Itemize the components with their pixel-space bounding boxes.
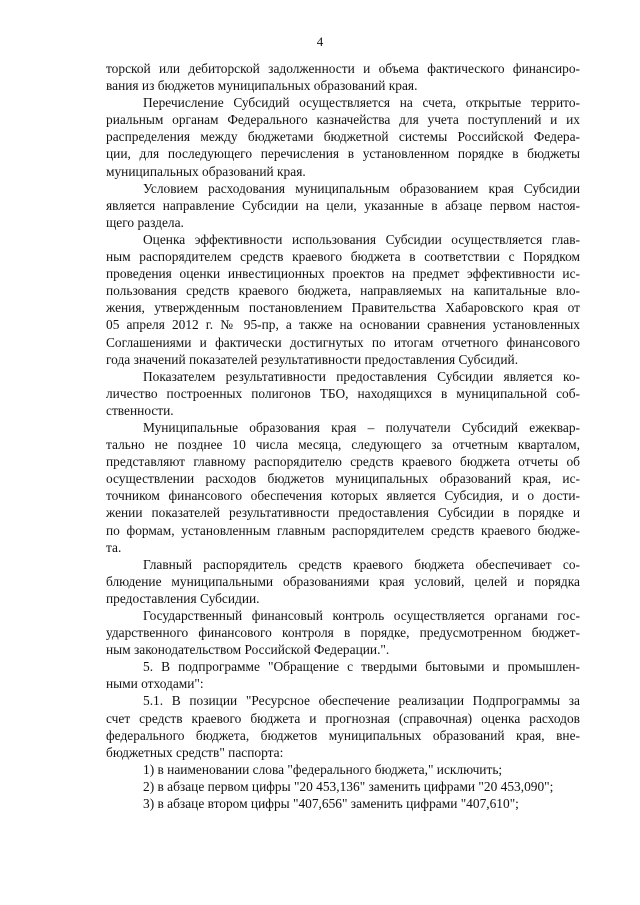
paragraph-line: счет средств краевого бюджета и прогнозная (справочная) оценка расходов [106, 710, 580, 726]
paragraph [106, 231, 580, 368]
paragraph-line: Соглашениями и фактически достигнутых по итогам отчетного финансового [106, 334, 580, 350]
paragraph-line: тально не позднее 10 числа месяца, следующего за отчетным кварталом, [106, 437, 580, 453]
paragraph-line: федерального бюджета, бюджетов муниципальных образований края, вне- [106, 727, 580, 743]
paragraph [106, 419, 580, 556]
paragraph [106, 556, 580, 607]
paragraph [106, 180, 580, 231]
paragraph-line: Главный распорядитель средств краевого бюджета обеспечивает со- [143, 556, 580, 572]
paragraph-line: личество построенных полигонов ТБО, находящихся в муниципальной соб- [106, 385, 580, 401]
document-body [106, 60, 580, 812]
paragraph-line: ственности. [106, 402, 174, 418]
paragraph-line: Перечисление Субсидий осуществляется на счета, открытые террито- [143, 95, 580, 111]
paragraph-line: Государственный финансовый контроль осуществляется органами гос- [143, 608, 580, 623]
paragraph-line: года значений показателей результативности предоставления Субсидий. [106, 351, 519, 367]
paragraph-line: ции, для последующего перечисления в установленном порядке в бюджеты [106, 146, 580, 162]
paragraph-line: жении показателей результативности предоставления Субсидии в порядке и [106, 505, 580, 521]
page-number: 4 [316, 34, 324, 49]
paragraph-line: ным распорядителем средств краевого бюджета в соответствии с Порядком [106, 249, 580, 265]
paragraph-line: ударственного финансового контроля в порядке, предусмотренном бюджет- [106, 625, 580, 641]
paragraph [106, 795, 580, 812]
paragraph-line: 2) в абзаце первом цифры "20 453,136" заменить цифрами "20 453,090"; [143, 778, 554, 794]
paragraph-line: пользования средств краевого бюджета, направляемых на капитальные вло- [106, 283, 580, 299]
paragraph [106, 94, 580, 179]
paragraph-line: блюдение муниципальными образованиями края условий, целей и порядка [106, 573, 580, 589]
paragraph-line: риальным органам Федерального казначейства для учета поступлений и их [106, 112, 580, 128]
paragraph-line: торской или дебиторской задолженности и объема фактического финансиро- [106, 61, 580, 76]
paragraph-line: муниципальных образований края. [106, 163, 306, 179]
paragraph [106, 368, 580, 419]
paragraph [106, 778, 580, 795]
paragraph [106, 607, 580, 658]
paragraph-line: та. [106, 539, 122, 555]
paragraph-line: по формам, установленным главным распорядителем средств краевого бюдже- [106, 522, 580, 538]
paragraph-line: осуществлении расходов бюджетов муниципальных образований края, ис- [106, 471, 580, 487]
paragraph-line: проведения оценки инвестиционных проектов на предмет эффективности ис- [106, 266, 580, 282]
paragraph-line: Оценка эффективности использования Субсидии осуществляется глав- [143, 231, 580, 247]
paragraph-line: точником финансового обеспечения которых является Субсидия, и о дости- [106, 488, 580, 504]
paragraph-line: щего раздела. [106, 214, 184, 230]
paragraph-line: ными отходами": [106, 676, 204, 692]
paragraph-line: жения, утвержденным постановлением Правительства Хабаровского края от [106, 300, 580, 316]
paragraph-line: Показателем результативности предоставления Субсидии является ко- [143, 368, 580, 384]
paragraph-line: бюджетных средств" паспорта: [106, 744, 284, 760]
paragraph-line: вания из бюджетов муниципальных образований края. [106, 78, 418, 94]
paragraph-line: представляют главному распорядителю средств краевого бюджета отчеты об [106, 454, 580, 470]
paragraph-line: является направление Субсидии на цели, указанные в абзаце первом настоя- [106, 197, 580, 213]
paragraph-line: 3) в абзаце втором цифры "407,656" заменить цифрами "407,610"; [143, 796, 519, 812]
paragraph-line: ным законодательством Российской Федерации.". [106, 642, 390, 658]
paragraph-line: предоставления Субсидии. [106, 590, 260, 606]
paragraph-line: 5. В подпрограмме "Обращение с твердыми бытовыми и промышлен- [143, 659, 580, 675]
paragraph-line: Условием расходования муниципальным образованием края Субсидии [143, 180, 580, 196]
paragraph [106, 692, 580, 760]
paragraph [106, 658, 580, 692]
paragraph [106, 761, 580, 778]
paragraph-line: Муниципальные образования края – получатели Субсидий ежеквар- [143, 419, 580, 435]
paragraph-line: 05 апреля 2012 г. № 95-пр, а также на основании сравнения установленных [106, 317, 580, 333]
paragraph [106, 60, 580, 94]
paragraph-line: распределения между бюджетами бюджетной системы Российской Федера- [106, 129, 580, 145]
paragraph-line: 5.1. В позиции "Ресурсное обеспечение реализации Подпрограммы за [143, 693, 580, 709]
paragraph-line: 1) в наименовании слова "федерального бюджета," исключить; [143, 761, 503, 777]
